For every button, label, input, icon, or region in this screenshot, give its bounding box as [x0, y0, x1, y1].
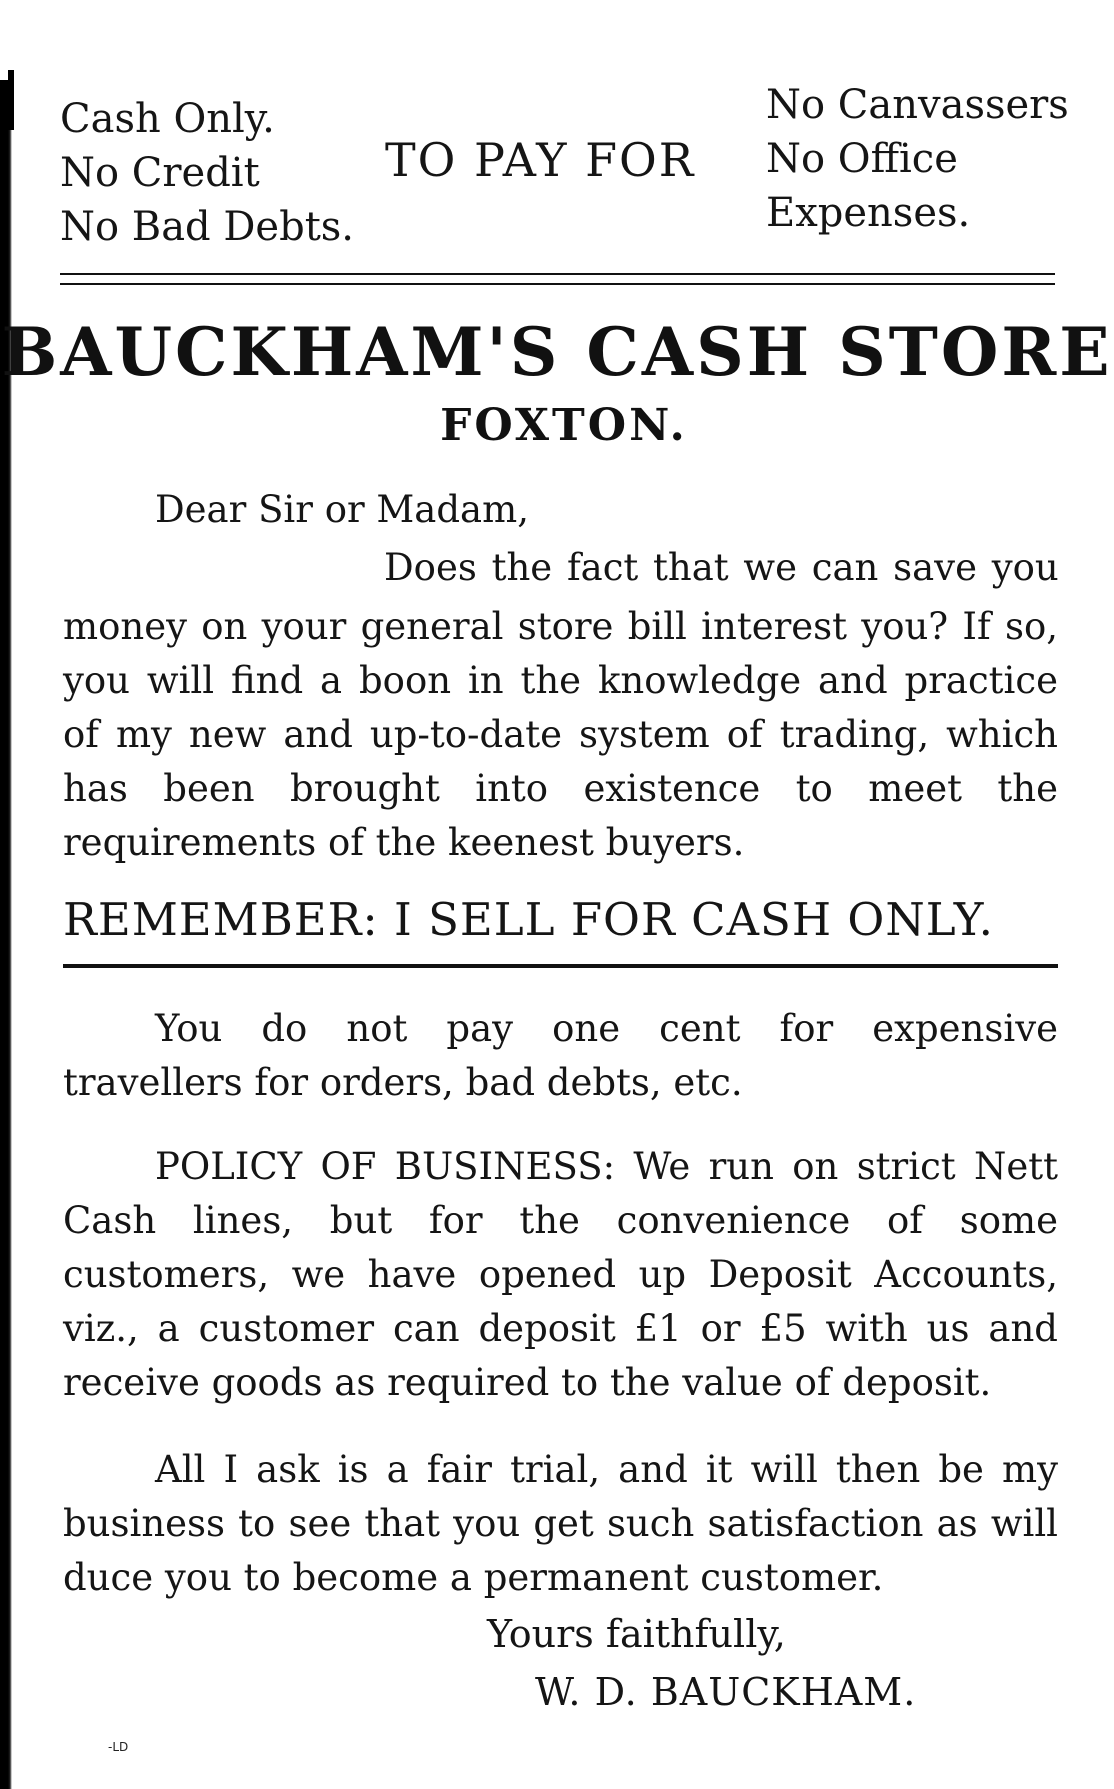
header-left-column — [60, 92, 354, 254]
trial-paragraph: All I ask is a fair trial, and it will then be my business to see that you get such satisfaction as will duce you to become a permanent customer. — [63, 1448, 1058, 1599]
scan-edge-mark — [8, 70, 14, 130]
header-right-line: Expenses. — [766, 190, 971, 236]
signature: W. D. BAUCKHAM. — [535, 1670, 917, 1714]
intro-first-line: Does the fact that we can save you — [384, 546, 1059, 589]
policy-paragraph: POLICY OF BUSINESS: We run on strict Nett Cash lines, but for the convenience of some customers, we have opened up Deposit Accounts, viz., a customer can deposit £1 or £5 with us and receive goods as required to the value of deposit. — [63, 1145, 1058, 1404]
double-rule-top — [60, 273, 1055, 275]
header-right-line: No Canvassers — [766, 82, 1069, 128]
remember-underline — [63, 964, 1058, 968]
header-left-line: No Bad Debts. — [60, 204, 355, 250]
store-location: FOXTON. — [440, 400, 688, 451]
header-left-line: Cash Only. — [60, 96, 275, 142]
intro-paragraph: money on your general store bill interest you? If so, you will find a boon in the knowledge and practice of my new and up-to-date system of trading, which has been brought into existence to meet the requirements of the keenest buyers. — [63, 605, 1058, 864]
header-right-line: No Office — [766, 136, 958, 182]
header-middle-text: TO PAY FOR — [385, 133, 696, 187]
double-rule-bottom — [60, 283, 1055, 285]
closing: Yours faithfully, — [487, 1612, 786, 1656]
store-name: BAUCKHAM'S CASH STORE — [1, 313, 1113, 391]
travellers-paragraph: You do not pay one cent for expensive travellers for orders, bad debts, etc. — [63, 1007, 1058, 1104]
remember-heading: REMEMBER: I SELL FOR CASH ONLY. — [63, 893, 994, 946]
salutation: Dear Sir or Madam, — [155, 488, 529, 531]
printer-mark: -LD — [108, 1740, 129, 1754]
header-right-column — [766, 78, 1069, 240]
header-left-line: No Credit — [60, 150, 260, 196]
